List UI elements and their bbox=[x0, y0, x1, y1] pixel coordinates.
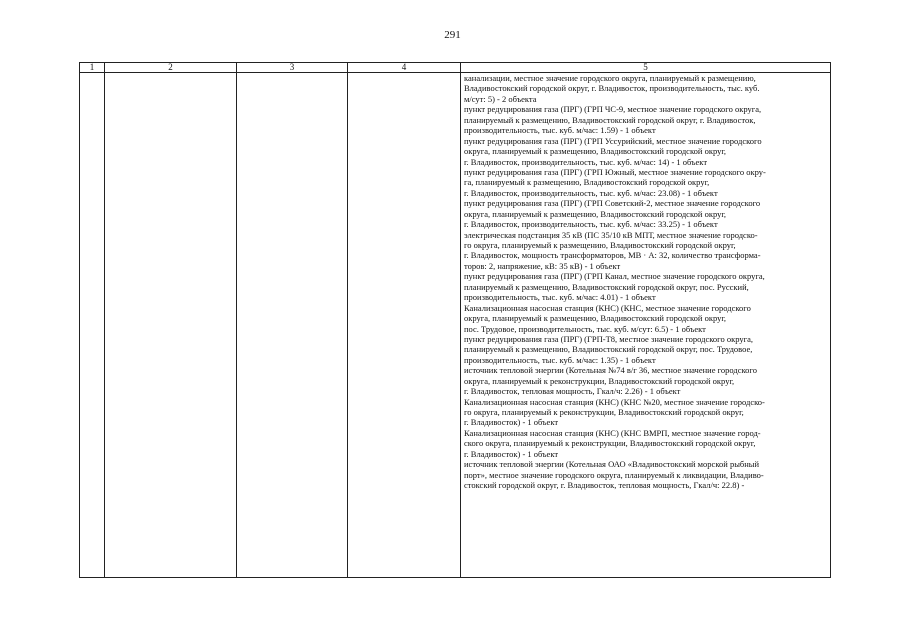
column-border-left bbox=[79, 62, 80, 578]
text-line: пункт редуцирования газа (ПРГ) (ГРП Советский-2, местное значение городского bbox=[464, 198, 761, 209]
column-5-text bbox=[464, 73, 828, 491]
text-line: пункт редуцирования газа (ПРГ) (ГРП-Т8, местное значение городского округа, bbox=[464, 333, 753, 344]
text-line: стокский городской округ, г. Владивосток, тепловая мощность, Гкал/ч: 22.8) - bbox=[464, 480, 745, 491]
text-line: пункт редуцирования газа (ПРГ) (ГРП Южный, местное значение городского окру- bbox=[464, 166, 766, 177]
text-line: м/сут: 5) - 2 объекта bbox=[464, 93, 537, 104]
text-line: порт», местное значение городского округа, планируемый к ликвидации, Владиво- bbox=[464, 469, 764, 480]
column-border-3-4 bbox=[347, 62, 348, 578]
column-border-2-3 bbox=[236, 62, 237, 578]
page-number: 291 bbox=[444, 29, 461, 41]
text-line: округа, планируемый к размещению, Владивостокский городской округ, bbox=[464, 146, 726, 157]
text-line: торов: 2, напряжение, кВ: 35 кВ) - 1 объект bbox=[464, 260, 621, 271]
text-line: производительность, тыс. куб. м/час: 4.01) - 1 объект bbox=[464, 292, 656, 303]
text-line: канализации, местное значение городского округа, планируемый к размещению, bbox=[464, 73, 756, 83]
text-line: г. Владивосток, производительность, тыс. куб. м/час: 14) - 1 объект bbox=[464, 156, 708, 167]
text-line: округа, планируемый к реконструкции, Владивостокский городской округ, bbox=[464, 375, 735, 386]
text-line: ского округа, планируемый к реконструкции, Владивостокский городской округ, bbox=[464, 438, 756, 449]
text-line: источник тепловой энергии (Котельная ОАО «Владивостокский морской рыбный bbox=[464, 459, 760, 470]
column-header-4: 4 bbox=[401, 62, 407, 72]
column-header-1: 1 bbox=[89, 62, 95, 72]
text-line: г. Владивосток) - 1 объект bbox=[464, 417, 559, 428]
text-line: пункт редуцирования газа (ПРГ) (ГРП Канал, местное значение городского округа, bbox=[464, 271, 765, 282]
text-line: планируемый к размещению, Владивостокский городской округ, пос. Русский, bbox=[464, 281, 749, 292]
text-line: г. Владивосток, тепловая мощность, Гкал/ч: 2.26) - 1 объект bbox=[464, 386, 681, 397]
text-line: округа, планируемый к размещению, Владивостокский городской округ, bbox=[464, 208, 726, 219]
text-line: га, планируемый к размещению, Владивостокский городской округ, bbox=[464, 177, 710, 188]
text-line: Канализационная насосная станция (КНС) (КНС, местное значение городского bbox=[464, 302, 751, 313]
text-line: производительность, тыс. куб. м/час: 1.35) - 1 объект bbox=[464, 354, 656, 365]
column-header-5: 5 bbox=[643, 62, 648, 72]
text-line: источник тепловой энергии (Котельная №74 в/г 36, местное значение городского bbox=[464, 365, 757, 376]
text-line: округа, планируемый к размещению, Владивостокский городской округ, bbox=[464, 313, 726, 324]
text-line: Канализационная насосная станция (КНС) (КНС №20, местное значение городско- bbox=[464, 396, 765, 407]
text-line: пункт редуцирования газа (ПРГ) (ГРП ЧС-9, местное значение городского округа, bbox=[464, 104, 762, 115]
text-line: г. Владивосток) - 1 объект bbox=[464, 448, 559, 459]
text-line: Канализационная насосная станция (КНС) (КНС ВМРП, местное значение город- bbox=[464, 427, 761, 438]
text-line: г. Владивосток, производительность, тыс. куб. м/час: 33.25) - 1 объект bbox=[464, 219, 718, 230]
text-line: планируемый к размещению, Владивостокский городской округ, г. Владивосток, bbox=[464, 114, 756, 125]
column-header-3: 3 bbox=[289, 62, 295, 72]
text-line: г. Владивосток, мощность трансформаторов, МВ · А: 32, количество трансформа- bbox=[464, 250, 761, 261]
column-header-2: 2 bbox=[168, 62, 173, 72]
text-line: го округа, планируемый к реконструкции, Владивостокский городской округ, bbox=[464, 407, 744, 417]
text-line: го округа, планируемый к размещению, Владивостокский городской округ, bbox=[464, 240, 736, 250]
text-line: электрическая подстанция 35 кВ (ПС 35/10 кВ МПТ, местное значение городско- bbox=[464, 229, 758, 240]
column-border-right bbox=[830, 62, 831, 578]
text-line: производительность, тыс. куб. м/час: 1.59) - 1 объект bbox=[464, 125, 656, 136]
text-line: пункт редуцирования газа (ПРГ) (ГРП Уссурийский, местное значение городского bbox=[464, 135, 762, 146]
table-bottom-border bbox=[79, 577, 831, 578]
document-table bbox=[79, 62, 831, 578]
text-line: пос. Трудовое, производительность, тыс. куб. м/сут: 6.5) - 1 объект bbox=[464, 323, 706, 334]
text-line: г. Владивосток, производительность, тыс. куб. м/час: 23.08) - 1 объект bbox=[464, 187, 718, 198]
text-line: планируемый к размещению, Владивостокский городской округ, пос. Трудовое, bbox=[464, 344, 753, 355]
text-line: Владивостокский городской округ, г. Владивосток, производительность, тыс. куб. bbox=[464, 83, 760, 94]
column-border-1-2 bbox=[104, 62, 105, 578]
column-border-4-5 bbox=[460, 62, 461, 578]
